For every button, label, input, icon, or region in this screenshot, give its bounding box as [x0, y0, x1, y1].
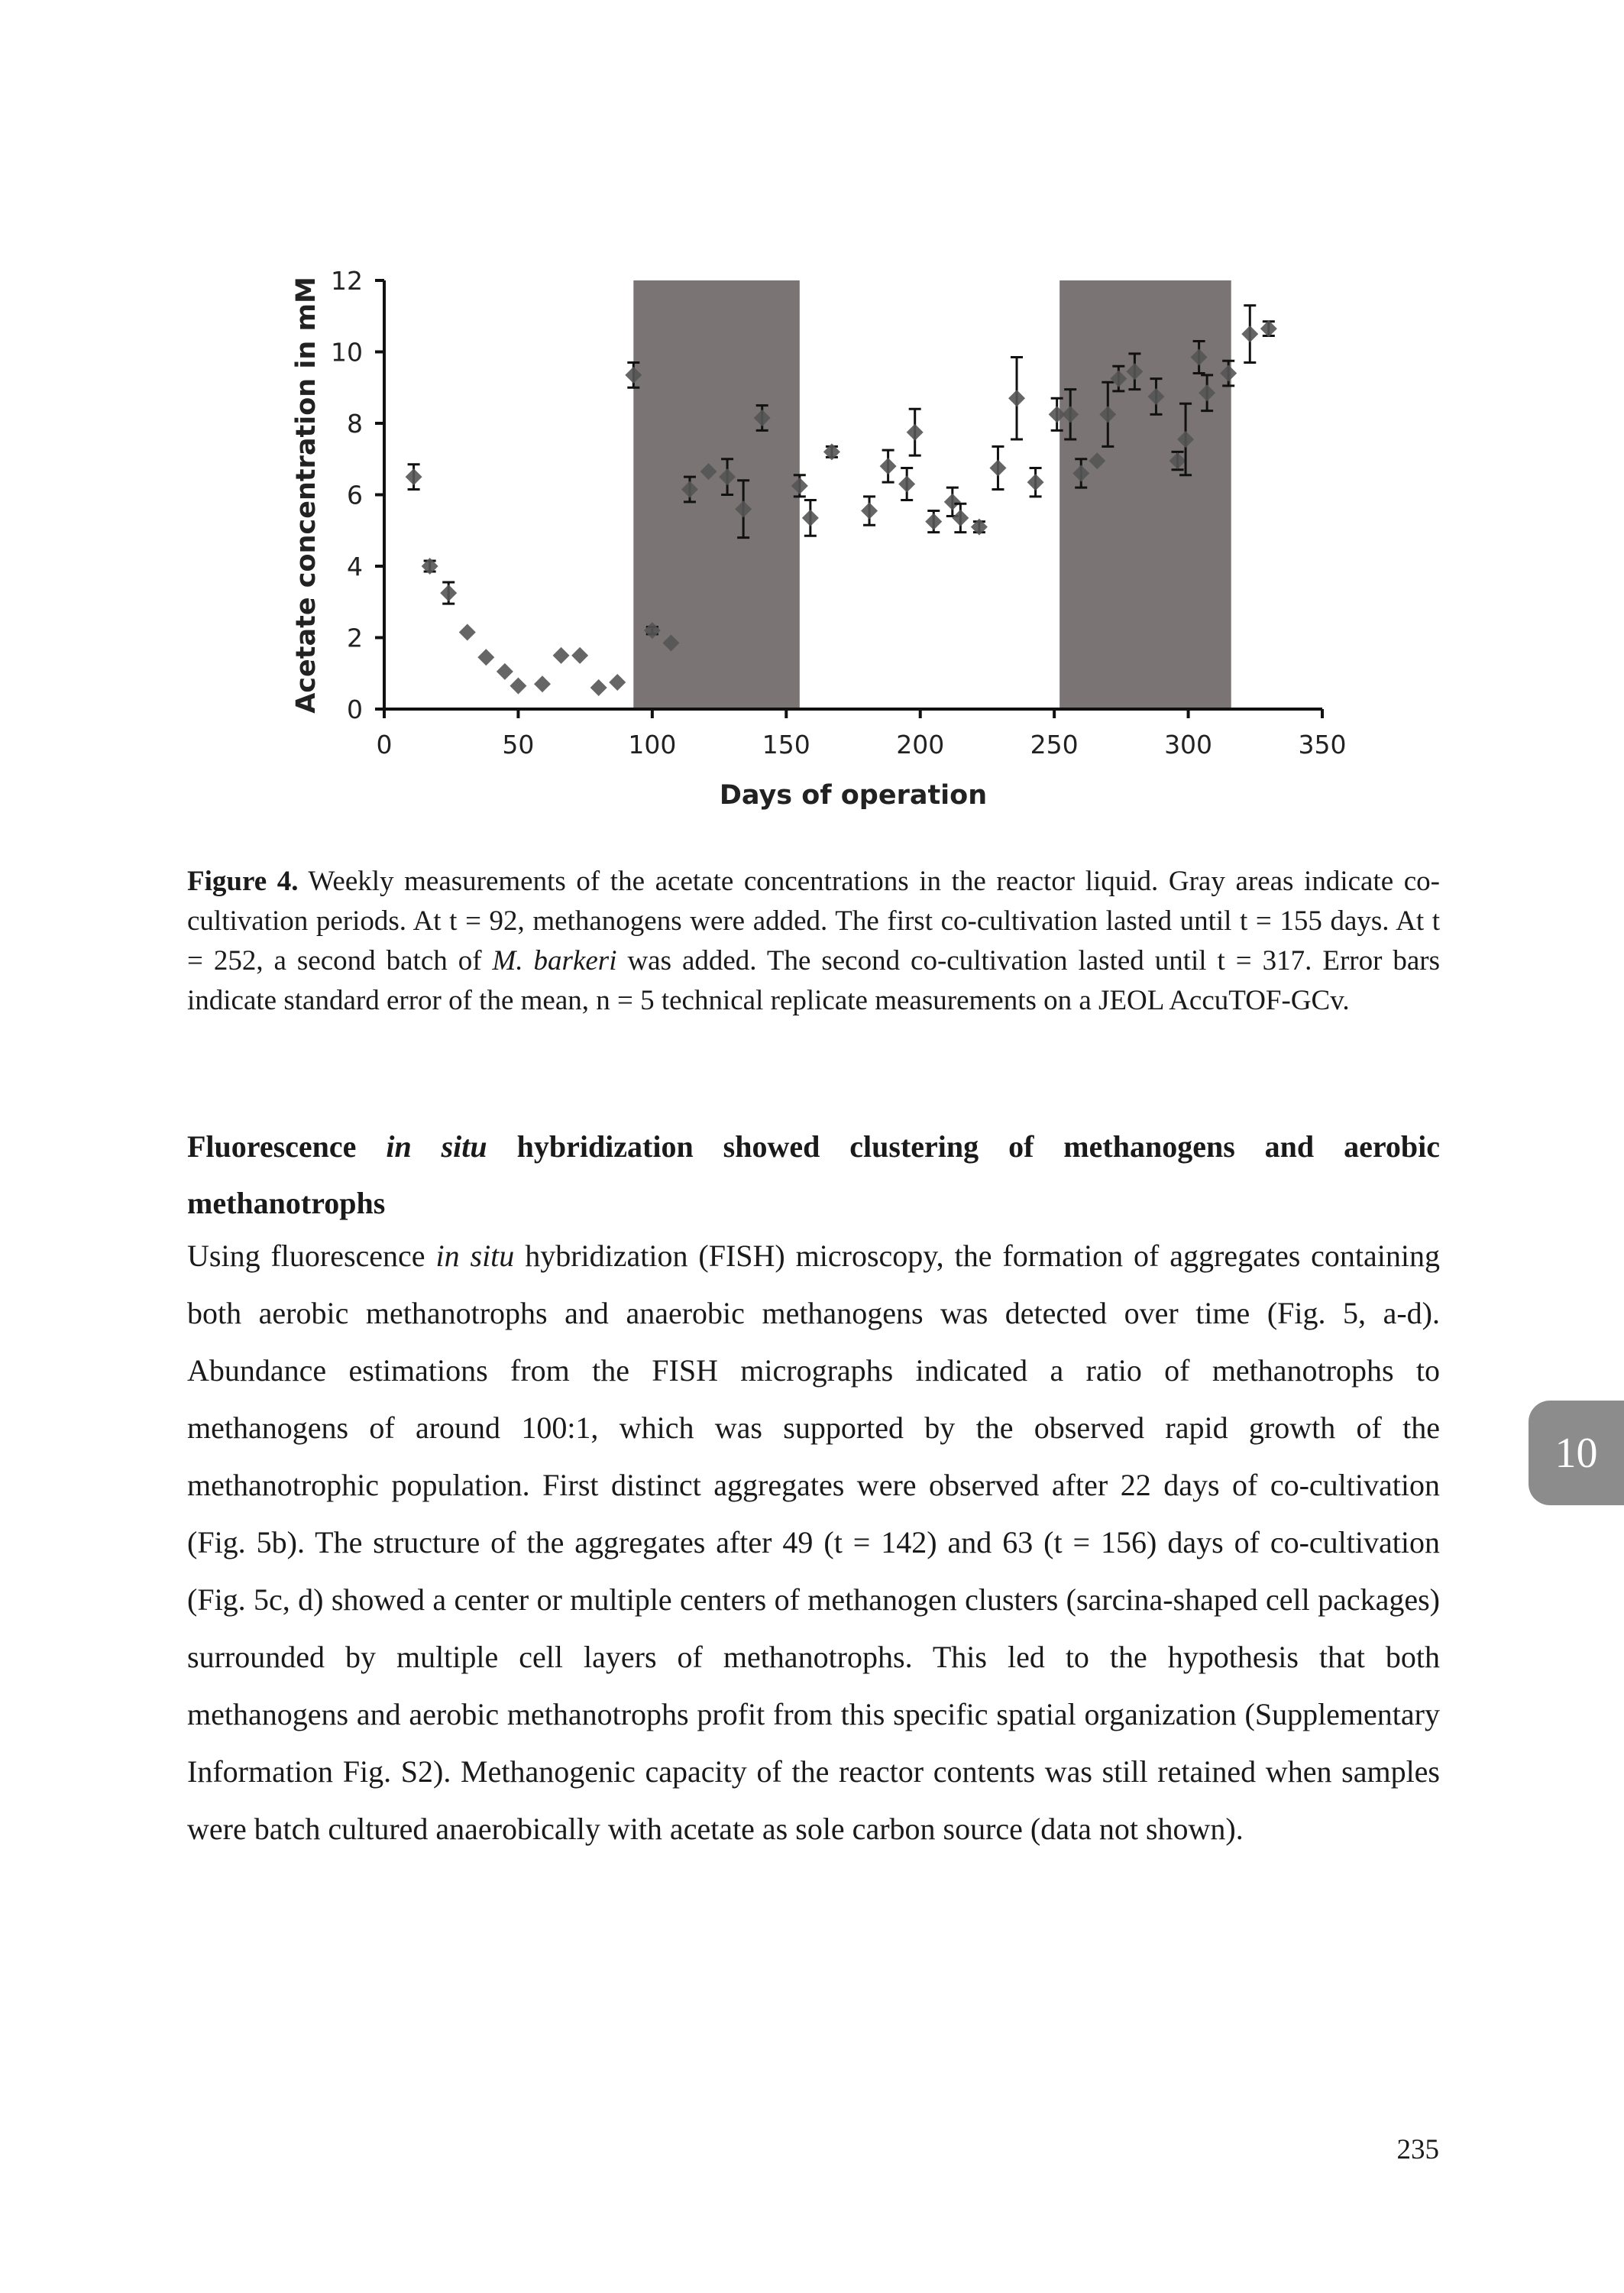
y-tick-label: 10	[331, 337, 363, 368]
data-point	[802, 510, 819, 526]
data-point	[510, 678, 526, 695]
chapter-tab: 10	[1529, 1401, 1624, 1505]
body-paragraph	[187, 1227, 1440, 1857]
data-point	[590, 679, 607, 696]
data-point	[1027, 474, 1044, 491]
data-point	[571, 647, 588, 664]
data-point	[534, 675, 551, 692]
heading-part: Fluorescence	[187, 1129, 387, 1164]
x-tick-label: 250	[1030, 730, 1079, 759]
heading-italic: in situ	[386, 1129, 487, 1164]
body-part: hybridization (FISH) microscopy, the formation of aggregates containing both aerobic methanotrophs and anaerobic methanogens was detected over time (Fig. 5, a-d). Abundance estimations from the FISH micrographs indicated a ratio of methanotrophs to methanogens of around 100:1, which was supported by the observed rapid growth of the methanotrophic population. First distinct aggregates were observed after 22 days of co-cultivation (Fig. 5b). The structure of the aggregates after 49 (t = 142) and 63 (t = 156) days of co-cultivation (Fig. 5c, d) showed a center or multiple centers of methanogen clusters (sarcina-shaped cell packages) surrounded by multiple cell layers of methanotrophs. This led to the hypothesis that both methanogens and aerobic methanotrophs profit from this specific spatial organization (Supplementary Information Fig. S2). Methanogenic capacity of the reactor contents was still retained when samples were batch cultured anaerobically with acetate as sole carbon source (data not shown).	[187, 1239, 1441, 1846]
co-cultivation-region	[1059, 280, 1231, 709]
body-italic: in situ	[435, 1239, 515, 1273]
y-tick-label: 2	[347, 623, 363, 653]
x-tick-label: 0	[376, 730, 393, 759]
x-axis-label: Days of operation	[719, 780, 988, 811]
co-cultivation-region	[633, 280, 800, 709]
y-tick-label: 6	[347, 480, 363, 510]
x-tick-label: 100	[628, 730, 677, 759]
y-axis-label: Acetate concentration in mM	[291, 277, 322, 714]
y-tick-label: 8	[347, 409, 363, 439]
caption-species: M. barkeri	[492, 945, 617, 976]
figure-label: Figure 4.	[187, 866, 299, 897]
data-point	[880, 458, 897, 474]
data-point	[1260, 320, 1277, 337]
data-point	[440, 585, 457, 601]
x-tick-label: 350	[1298, 730, 1347, 759]
data-point	[553, 647, 570, 664]
caption-text-2: was added. The second co-cultivation lasted until t = 317. Error bars indicate standard error of the mean, n = 5 technical replicate measurements on a JEOL AccuTOF-GCv.	[187, 945, 1441, 1016]
data-point	[989, 459, 1006, 476]
data-point	[1241, 325, 1258, 342]
figure-caption	[187, 862, 1440, 1021]
y-tick-label: 12	[331, 266, 363, 296]
y-tick-label: 4	[347, 552, 363, 581]
page-number: 235	[1396, 2134, 1439, 2165]
heading-part: hybridization showed clustering of methanogens and aerobic methanotrophs	[187, 1129, 1440, 1220]
data-point	[925, 513, 942, 530]
x-tick-label: 50	[502, 730, 535, 759]
data-point	[944, 494, 961, 510]
data-point	[952, 510, 969, 526]
y-tick-label: 0	[347, 695, 363, 724]
x-tick-label: 200	[896, 730, 945, 759]
data-point	[1008, 390, 1025, 406]
data-point	[477, 649, 494, 666]
data-point	[406, 468, 422, 485]
data-point	[609, 674, 626, 691]
x-tick-label: 300	[1164, 730, 1213, 759]
acetate-chart	[0, 0, 1624, 840]
data-point	[497, 663, 513, 680]
data-point	[898, 475, 915, 492]
data-point	[861, 503, 878, 520]
data-point	[907, 424, 924, 441]
x-tick-label: 150	[762, 730, 810, 759]
body-part: Using fluorescence	[187, 1239, 436, 1273]
caption-text: Weekly measurements of the acetate concentrations in the reactor liquid. Gray areas indicate co-cultivation periods. At t = 92, methanogens were added. The first co-cultivation lasted until t = 155 days. At t = 252, a second batch of	[187, 866, 1440, 976]
section-heading	[187, 1119, 1440, 1232]
data-point	[459, 623, 476, 640]
